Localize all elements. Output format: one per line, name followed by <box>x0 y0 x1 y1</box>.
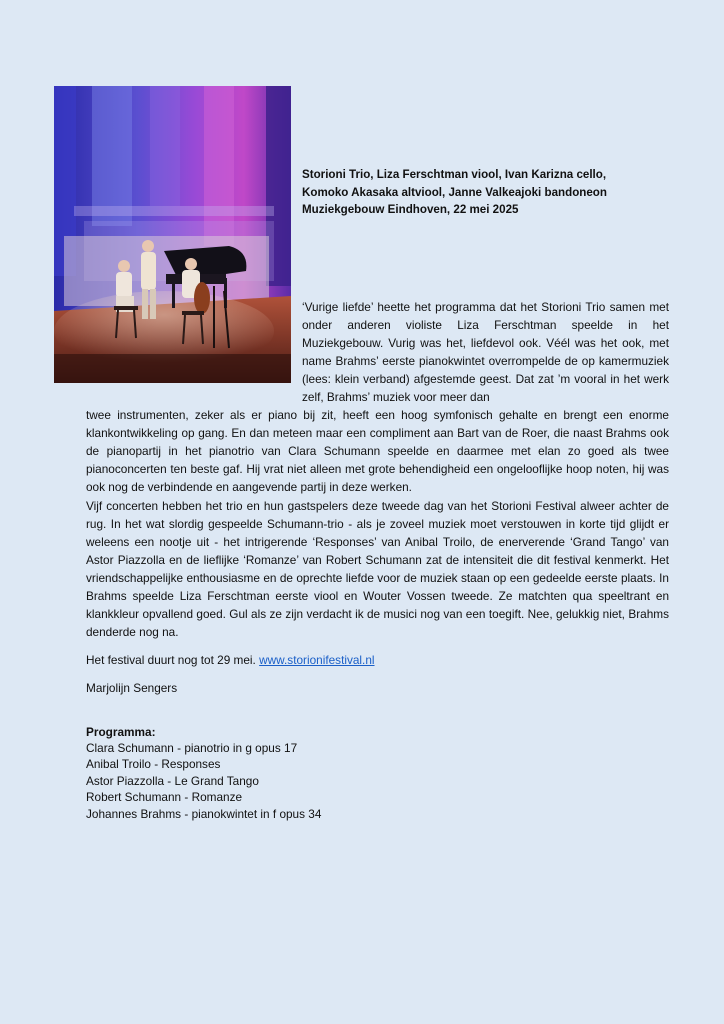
programme-item: Anibal Troilo - Responses <box>86 757 221 772</box>
paragraph-2: Vijf concerten hebben het trio en hun gastspelers deze tweede dag van het Storioni Festival alweer achter de rug. In het wat slordig gespeelde Schumann-trio - als je zoveel muziek moet verstouwen in korte tijd glijdt er weleens een nootje uit - het intrigerende ‘Responses’ van Anibal Troilo, de enerverende ‘Grand Tango’ van Astor Piazzolla en de lieflijke ‘Romanze’ van Robert Schumann zat de intensiteit die dit festival kenmerkt. Het vriendschappelijke enthousiasme en de oprechte liefde voor de muziek staan op een gedeelde eerste plaats. In Brahms speelde Liza Ferschtman eerste viool en Wouter Vossen tweede. Ze matchten qua speeltrant en klankkleur opvallend goed. Gul als ze zijn verdacht ik de musici nog van een toegift. Nee, gelukkig niet, Brahms denderde nog na. <box>86 499 669 639</box>
paragraph-1-part-2: twee instrumenten, zeker als er piano bij zit, heeft een hoog symfonisch gehalte en brengt een enorme klankontwikkeling op gang. En dan meteen maar een compliment aan Bart van de Roer, die naast Brahms ook de pianopartij in het pianotrio van Clara Schumann speelde en daarmee met elan zo goed als twee pianoconcerten ten beste gaf. Hij vrat niet alleen met grote behendigheid een ongelooflijke hoop noten, hij was ook nog de verbindende en aangevende partij in deze werken. <box>86 408 669 494</box>
programme-item: Clara Schumann - pianotrio in g opus 17 <box>86 741 298 755</box>
programme-title: Programma: <box>86 725 156 739</box>
festival-text: Het festival duurt nog tot 29 mei. <box>86 653 256 667</box>
programme-item: Robert Schumann - Romanze <box>86 790 243 805</box>
programme-item: Astor Piazzolla - Le Grand Tango <box>86 773 259 788</box>
author-name: Marjolijn Sengers <box>86 681 178 695</box>
article-heading <box>302 166 692 219</box>
programme-list <box>86 740 486 822</box>
heading-line-performers: Storioni Trio, Liza Ferschtman viool, Ivan Karizna cello, <box>302 168 607 181</box>
paragraph-1-part-1: ‘Vurige liefde’ heette het programma dat het Storioni Trio samen met onder anderen violiste Liza Ferschtman speelde in het Muziekgebouw. Vurig was het, liefdevol ook. Véél was het ook, met name Brahms’ eerste pianokwintet overrompelde de op kamermuziek (lees: klein verband) afgestemde geest. Dat zat ’m vooral in het werk zelf, Brahms’ muziek voor meer dan <box>302 300 669 404</box>
festival-paragraph <box>86 651 669 669</box>
concert-photo <box>54 86 291 383</box>
heading-line-venue-date: Muziekgebouw Eindhoven, 22 mei 2025 <box>302 203 519 216</box>
festival-link[interactable]: www.storionifestival.nl <box>259 653 375 667</box>
programme-item: Johannes Brahms - pianokwintet in f opus 34 <box>86 806 322 821</box>
heading-line-guests: Komoko Akasaka altviool, Janne Valkeajoki bandoneon <box>302 185 607 199</box>
